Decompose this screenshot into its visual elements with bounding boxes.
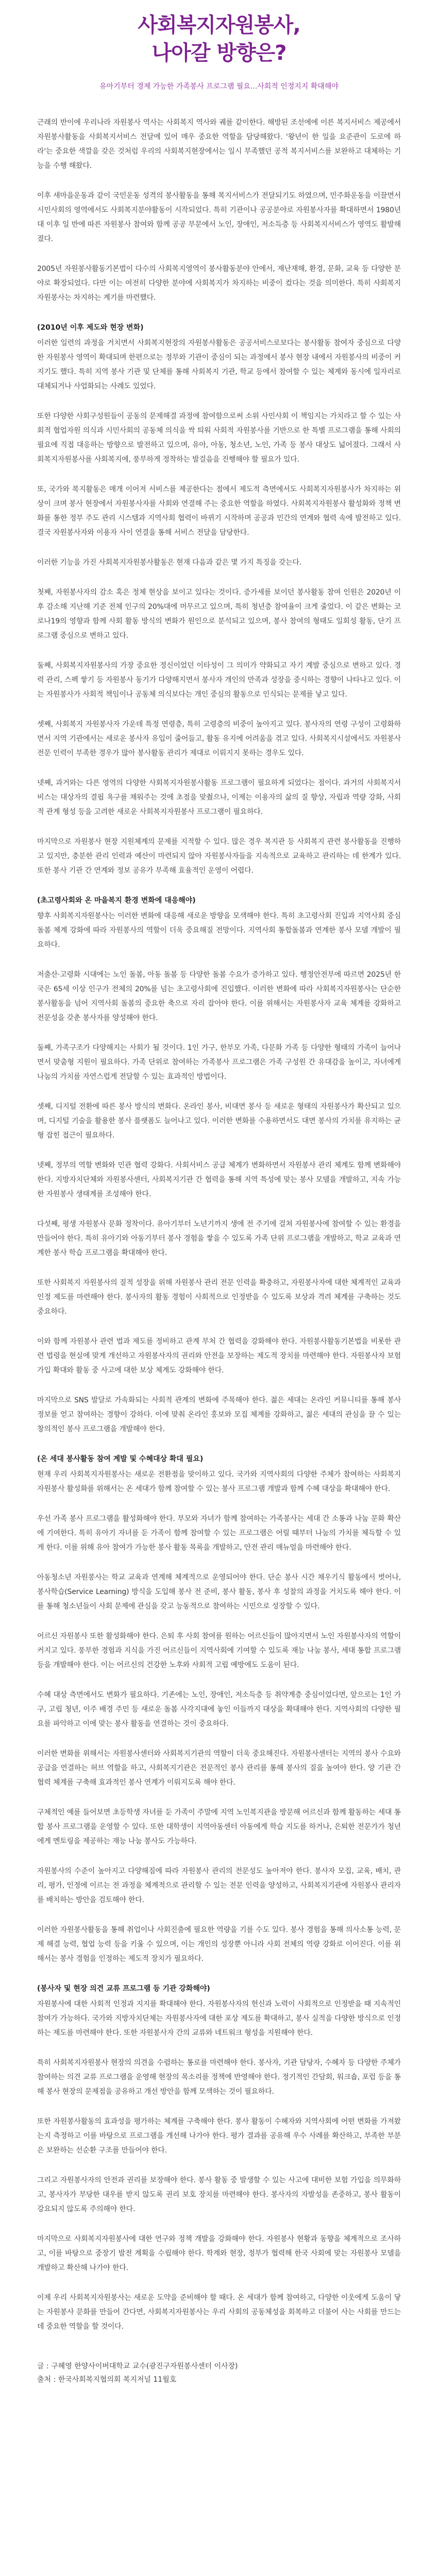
body-paragraph: 근래의 반이에 우리나라 자원봉사 역사는 사회복지 역사와 궤를 같이한다. 해방된 조선에에 이른 복지서비스 제공에서 자원봉사활동을 사회복지서비스 전달에 있어 매우 중요한 역할을 담당해왔다. '왕년이 한 일을 요준관이 도로에 하라'는 중요한 색깔을 갖은 것처럼 우리의 사회복지현장에서는 일시 부족했던 공적 복지서비스를 보완하고 대체하는 기능을 수행 해왔다. [37,118,401,170]
body-paragraph: 마지막으로 자원봉사 현장 지원체계의 문제를 지적할 수 있다. 많은 경우 복지관 등 사회복지 관련 봉사활동을 진행하고 있지만, 충분한 관리 인력과 예산이 마련되지 않아 자원봉사자들을 지속적으로 교육하고 관리하는 데 한계가 있다. 또한 봉사 기관 간 연계와 정보 공유가 부족해 효율적인 운영이 어렵다. [37,838,401,875]
body-paragraph: 첫째, 자원봉사자의 감소 혹은 정체 현상을 보이고 있다는 것이다. 증가세를 보이던 봉사활동 참여 인원은 2020년 이후 감소해 지난해 기준 전체 인구의 20%대에 머무르고 있으며, 특히 청년층 참여율이 크게 줄었다. 이 같은 변화는 코로나19의 영향과 함께 사회 활동 방식의 변화가 원인으로 분석되고 있으며, 봉사 참여의 형태도 일회성 활동, 단기 프로그램 중심으로 변하고 있다. [37,588,401,640]
body-paragraph: 이와 함께 자원봉사 관련 법과 제도를 정비하고 관계 부처 간 협력을 강화해야 한다. 자원봉사활동기본법을 비롯한 관련 법령을 현실에 맞게 개선하고 자원봉사자의 권리와 안전을 보장하는 제도적 장치를 마련해야 한다. 자원봉사자 보험 가입 확대와 활동 중 사고에 대한 보상 체계도 강화해야 한다. [37,1337,401,1375]
body-paragraph: 넷째, 정부의 역할 변화와 민관 협력 강화다. 사회서비스 공급 체계가 변화하면서 자원봉사 관리 체계도 함께 변화해야 한다. 지방자치단체와 자원봉사센터, 사회복지기관 간 협력을 통해 지역 특성에 맞는 봉사 모델을 개발하고, 지속 가능한 자원봉사 생태계를 조성해야 한다. [37,1161,401,1198]
body-paragraph: 또한 자원봉사활동의 효과성을 평가하는 체계를 구축해야 한다. 봉사 활동이 수혜자와 지역사회에 어떤 변화를 가져왔는지 측정하고 이를 바탕으로 프로그램을 개선해 나가야 한다. 평가 결과를 공유해 우수 사례를 확산하고, 부족한 부분은 보완하는 선순환 구조를 만들어야 한다. [37,2117,401,2155]
article-footer [37,2360,401,2386]
body-paragraph: 아동청소년 자원봉사는 학교 교육과 연계해 체계적으로 운영되어야 한다. 단순 봉사 시간 채우기식 활동에서 벗어나, 봉사학습(Service Learning) 방식을 도입해 봉사 전 준비, 봉사 활동, 봉사 후 성찰의 과정을 거치도록 해야 한다. 이를 통해 청소년들이 사회 문제에 관심을 갖고 능동적으로 참여하는 시민으로 성장할 수 있다. [37,1573,401,1611]
body-paragraph: 현재 우리 사회복지자원봉사는 새로운 전환점을 맞이하고 있다. 국가와 지역사회의 다양한 주체가 참여하는 사회복지자원봉사 활성화를 위해서는 온 세대가 함께 참여할 수 있는 봉사 프로그램 개발과 함께 수혜 대상을 확대해야 한다. [37,1470,401,1493]
body-paragraph: 자원봉사의 수준이 높아지고 다양해짐에 따라 자원봉사 관리의 전문성도 높아져야 한다. 봉사자 모집, 교육, 배치, 관리, 평가, 인정에 이르는 전 과정을 체계적으로 관리할 수 있는 전문 인력을 양성하고, 사회복지기관에 자원봉사 관리자를 배치하는 방안을 검토해야 한다. [37,1867,401,1904]
body-paragraph: 이러한 일련의 과정을 거치면서 사회복지현장의 자원봉사활동은 공공서비스로보다는 봉사활동 참여자 중심으로 다양한 자원봉사 영역이 확대되며 한편으로는 정부와 기관이 중심이 되는 과정에서 봉사 현장 내에서 자원봉사의 비중이 커지기도 했다. 특히 지역 봉사 기관 및 단체를 통해 사회복지 기관, 학교 등에서 참여할 수 있는 체계와 동시에 일자리로 대체되거나 사업화되는 사례도 있었다. [37,339,401,391]
body-paragraph: 셋째, 사회복지 자원봉사자 가운데 특정 연령층, 특히 고령층의 비중이 높아지고 있다. 봉사자의 연령 구성이 고령화하면서 지역 기관에서는 새로운 봉사자 유입이 줄어들고, 활동 유지에 어려움을 겪고 있다. 사회복지시설에서도 자원봉사 전문 인력이 부족한 경우가 많아 봉사활동 관리가 제대로 이뤄지지 못하는 경우도 있다. [37,720,401,757]
section-heading: (온 세대 봉사활동 참여 계발 및 수혜대상 확대 필요) [37,1455,204,1463]
section-heading: (봉사자 및 현장 의견 교류 프로그램 등 기관 강화해야) [37,1985,210,1993]
body-paragraph: 특히 사회복지자원봉사 현장의 의견을 수렴하는 통로를 마련해야 한다. 봉사자, 기관 담당자, 수혜자 등 다양한 주체가 참여하는 의견 교류 프로그램을 운영해 현장의 목소리를 정책에 반영해야 한다. 정기적인 간담회, 워크숍, 포럼 등을 통해 봉사 현장의 문제점을 공유하고 개선 방안을 함께 모색하는 것이 필요하다. [37,2059,401,2096]
title-line-2: 나아갈 방향은? [151,41,287,65]
body-paragraph: 마지막으로 SNS 발달로 가속화되는 사회적 관계의 변화에 주목해야 한다. 젊은 세대는 온라인 커뮤니티를 통해 봉사 정보를 얻고 참여하는 경향이 강하다. 이에 맞춰 온라인 홍보와 모집 체계를 강화하고, 젊은 세대의 관심을 끌 수 있는 창의적인 봉사 프로그램을 개발해야 한다. [37,1396,401,1433]
author-credit: 글 : 구혜영 한양사이버대학교 교수(광진구자원봉사센터 이사장) [37,2362,238,2370]
body-paragraph: 마지막으로 사회복지자원봉사에 대한 연구와 정책 개발을 강화해야 한다. 자원봉사 현황과 동향을 체계적으로 조사하고, 이를 바탕으로 중장기 발전 계획을 수립해야 한다. 학계와 현장, 정부가 협력해 한국 사회에 맞는 자원봉사 모델을 개발하고 확산해 나가야 한다. [37,2235,401,2272]
body-paragraph: 이러한 자원봉사활동을 통해 취업이나 사회진출에 필요한 역량을 기를 수도 있다. 봉사 경험을 통해 의사소통 능력, 문제 해결 능력, 협업 능력 등을 키울 수 있으며, 이는 개인의 성장뿐 아니라 사회 전체의 역량 강화로 이어진다. 이를 위해서는 봉사 경험을 인정하는 제도적 장치가 필요하다. [37,1926,401,1963]
article-subtitle: 유아기부터 경제 가능한 가족봉사 프로그램 필요...사회적 인정지지 확대해야 [99,82,339,91]
source-credit: 출처 : 한국사회복지협의회 복지저널 11월호 [37,2376,177,2384]
body-paragraph: 우선 가족 봉사 프로그램을 활성화해야 한다. 부모와 자녀가 함께 참여하는 가족봉사는 세대 간 소통과 나눔 문화 확산에 기여한다. 특히 유아기 자녀를 둔 가족이 함께 참여할 수 있는 프로그램은 어릴 때부터 나눔의 가치를 체득할 수 있게 한다. 이를 위해 유아 참여가 가능한 봉사 활동 목록을 개발하고, 안전 관리 매뉴얼을 마련해야 한다. [37,1515,401,1552]
body-paragraph: 2005년 자원봉사활동기본법이 다수의 사회복지영역이 봉사활동분야 안에서, 재난재해, 환경, 문화, 교육 등 다양한 분야로 확장되었다. 다만 이는 여전히 다양한 분야에 사회복지가 차지하는 비중이 컸다는 것을 의미한다. 특히 사회복지 자원봉사는 차지하는 계기를 마련했다. [37,265,401,302]
body-paragraph: 어르신 자원봉사 또한 활성화해야 한다. 은퇴 후 사회 참여를 원하는 어르신들이 많아지면서 노인 자원봉사자의 역할이 커지고 있다. 풍부한 경험과 지식을 가진 어르신들이 지역사회에 기여할 수 있도록 재능 나눔 봉사, 세대 통합 프로그램 등을 개발해야 한다. 이는 어르신의 건강한 노후와 사회적 고립 예방에도 도움이 된다. [37,1632,401,1669]
body-paragraph: 그리고 자원봉사자의 안전과 권리를 보장해야 한다. 봉사 활동 중 발생할 수 있는 사고에 대비한 보험 가입을 의무화하고, 봉사자가 부당한 대우를 받지 않도록 권리 보호 장치를 마련해야 한다. 봉사자의 자발성을 존중하고, 봉사 활동이 강요되지 않도록 주의해야 한다. [37,2176,401,2213]
body-paragraph: 둘째, 가족구조가 다양해지는 사회가 될 것이다. 1인 가구, 한부모 가족, 다문화 가족 등 다양한 형태의 가족이 늘어나면서 맞춤형 지원이 필요하다. 가족 단위로 참여하는 가족봉사 프로그램은 가족 구성원 간 유대감을 높이고, 자녀에게 나눔의 가치를 자연스럽게 전달할 수 있는 효과적인 방법이다. [37,1044,401,1081]
section-heading: (초고령사회와 온 마을복지 환경 변화에 대응해야) [37,896,196,905]
body-paragraph: 자원봉사에 대한 사회적 인정과 지지를 확대해야 한다. 자원봉사자의 헌신과 노력이 사회적으로 인정받을 때 지속적인 참여가 가능하다. 국가와 지방자치단체는 자원봉사자에 대한 포상 제도를 확대하고, 봉사 실적을 다양한 방식으로 인정하는 제도를 마련해야 한다. 또한 자원봉사자 간의 교류와 네트워크 형성을 지원해야 한다. [37,2000,401,2037]
body-paragraph: 구체적인 예를 들어보면 초등학생 자녀를 둔 가족이 주말에 지역 노인복지관을 방문해 어르신과 함께 활동하는 세대 통합 봉사 프로그램을 운영할 수 있다. 또한 대학생이 지역아동센터 아동에게 학습 지도를 하거나, 은퇴한 전문가가 청년에게 멘토링을 제공하는 재능 나눔 봉사도 가능하다. [37,1808,401,1845]
section-heading: (2010년 이후 제도와 현장 변화) [37,324,144,332]
body-paragraph: 다섯째, 평생 자원봉사 문화 정착이다. 유아기부터 노년기까지 생애 전 주기에 걸쳐 자원봉사에 참여할 수 있는 환경을 만들어야 한다. 특히 유아기와 아동기부터 봉사 경험을 쌓을 수 있도록 가족 단위 프로그램을 개발하고, 학교 교육과 연계한 봉사 학습 프로그램을 확대해야 한다. [37,1220,401,1257]
body-paragraph: 둘째, 사회복지자원봉사의 가장 중요한 정신이었던 이타성이 그 의미가 약화되고 자기 계발 중심으로 변하고 있다. 경력 관리, 스펙 쌓기 등 자원봉사 동기가 다양해지면서 봉사자 개인의 만족과 성장을 중시하는 경향이 나타나고 있다. 이는 자원봉사가 사회적 책임이나 공동체 의식보다는 개인 중심의 활동으로 인식되는 문제를 낳고 있다. [37,662,401,699]
body-paragraph: 이후 새마을운동과 같이 국민운동 성격의 봉사활동을 통해 복지서비스가 전달되기도 하였으며, 민주화운동을 이끌면서 시민사회의 영역에서도 사회복지분야활동이 시작되었다. 특히 기관이나 공공분야로 자원봉사자를 확대하면서 1980년대 이후 일 반에 따른 자원봉사 참여와 함께 공공 부문에서 노인, 장애인, 저소득층 등 사회복지서비스가 영역도 활발해졌다. [37,192,401,243]
body-paragraph: 수혜 대상 측면에서도 변화가 필요하다. 기존에는 노인, 장애인, 저소득층 등 취약계층 중심이었다면, 앞으로는 1인 가구, 고립 청년, 이주 배경 주민 등 새로운 돌봄 사각지대에 놓인 이들까지 대상을 확대해야 한다. 지역사회의 다양한 필요를 파악하고 이에 맞는 봉사 활동을 연결하는 것이 중요하다. [37,1691,401,1728]
body-paragraph: 이러한 기능을 가진 사회복지자원봉사활동은 현재 다음과 같은 몇 가지 특징을 갖는다. [37,558,302,567]
body-paragraph: 또한 사회복지 자원봉사의 질적 성장을 위해 자원봉사 관리 전문 인력을 확충하고, 자원봉사자에 대한 체계적인 교육과 인정 제도를 마련해야 한다. 봉사자의 활동 경험이 사회적으로 인정받을 수 있도록 보상과 격려 체계를 구축하는 것도 중요하다. [37,1279,401,1316]
body-paragraph: 이제 우리 사회복지자원봉사는 새로운 도약을 준비해야 할 때다. 온 세대가 함께 참여하고, 다양한 이웃에게 도움이 닿는 자원봉사 문화를 만들어 간다면, 사회복지자원봉사는 우리 사회의 공동체성을 회복하고 더불어 사는 사회를 만드는 데 중요한 역할을 할 것이다. [37,2294,401,2331]
article-body [37,115,401,2334]
body-paragraph: 또한 다양한 사회구성원들이 공동의 문제해결 과정에 참여함으로써 소위 사민사회 이 책임지는 가치라고 할 수 있는 사회적 협업자원 의식과 시민사회의 공동체 의식을 싹 틔워 사회적 자원봉사를 기반으로 한 특별 프로그램을 통해 사회의 필요에 직접 대응하는 방향으로 발전하고 있으며, 유아, 아동, 청소년, 노인, 가족 등 봉사 대상도 넓어졌다. 그래서 사회복지자원봉사를 사회복지에, 풍부하게 정착하는 발걸음을 진행해야 할 필요가 있다. [37,412,401,464]
body-paragraph: 넷째, 과거와는 다른 영역의 다양한 사회복지자원봉사활동 프로그램이 필요하게 되었다는 점이다. 과거의 사회복지서비스는 대상자의 결핍 욕구를 채워주는 것에 초점을 맞췄으나, 이제는 이용자의 삶의 질 향상, 자립과 역량 강화, 사회적 관계 형성 등을 고려한 새로운 사회복지자원봉사 프로그램이 필요하다. [37,779,401,816]
body-paragraph: 이러한 변화를 위해서는 자원봉사센터와 사회복지기관의 역할이 더욱 중요해진다. 자원봉사센터는 지역의 봉사 수요와 공급을 연결하는 허브 역할을 하고, 사회복지기관은 전문적인 봉사 관리를 통해 봉사의 질을 높여야 한다. 양 기관 간 협력 체계를 구축해 효과적인 봉사 연계가 이뤄지도록 해야 한다. [37,1750,401,1787]
body-paragraph: 또, 국가와 복지활동은 매개 이어져 서비스를 제공한다는 점에서 제도적 측면에서도 사회복지자원봉사가 차지하는 위상이 크며 봉사 현장에서 자원봉사자를 사회와 연결해 주는 중요한 역할을 하였다. 사회복지자원봉사 활성화와 정책 변화를 통한 정부 주도 관리 시스템과 지역사회 협력이 바뀌기 시작하며 공공과 민간의 연계와 협력 속에 발전하고 있다. 결국 자원봉사자와 이용자 사이 연결을 통해 서비스 전달을 담당한다. [37,485,401,537]
title-line-1: 사회복지자원봉사, [138,13,300,37]
body-paragraph: 저출산·고령화 시대에는 노인 돌봄, 아동 돌봄 등 다양한 돌봄 수요가 증가하고 있다. 행정안전부에 따르면 2025년 한국은 65세 이상 인구가 전체의 20%를 넘는 초고령사회에 진입했다. 이러한 변화에 따라 사회복지자원봉사는 단순한 봉사활동을 넘어 지역사회 돌봄의 중요한 축으로 자리 잡아야 한다. 이를 위해서는 자원봉사자 교육 체계를 강화하고 전문성을 갖춘 봉사자를 양성해야 한다. [37,971,401,1022]
body-paragraph: 셋째, 디지털 전환에 따른 봉사 방식의 변화다. 온라인 봉사, 비대면 봉사 등 새로운 형태의 자원봉사가 확산되고 있으며, 디지털 기술을 활용한 봉사 플랫폼도 늘어나고 있다. 이러한 변화를 수용하면서도 대면 봉사의 가치를 유지하는 균형 잡힌 접근이 필요하다. [37,1103,401,1140]
body-paragraph: 향후 사회복지자원봉사는 이러한 변화에 대응해 새로운 방향을 모색해야 한다. 특히 초고령사회 진입과 지역사회 중심 돌봄 체계 강화에 따라 자원봉사의 역할이 더욱 중요해질 전망이다. 지역사회 통합돌봄과 연계한 봉사 모델 개발이 필요하다. [37,912,401,949]
article-title [37,11,401,67]
